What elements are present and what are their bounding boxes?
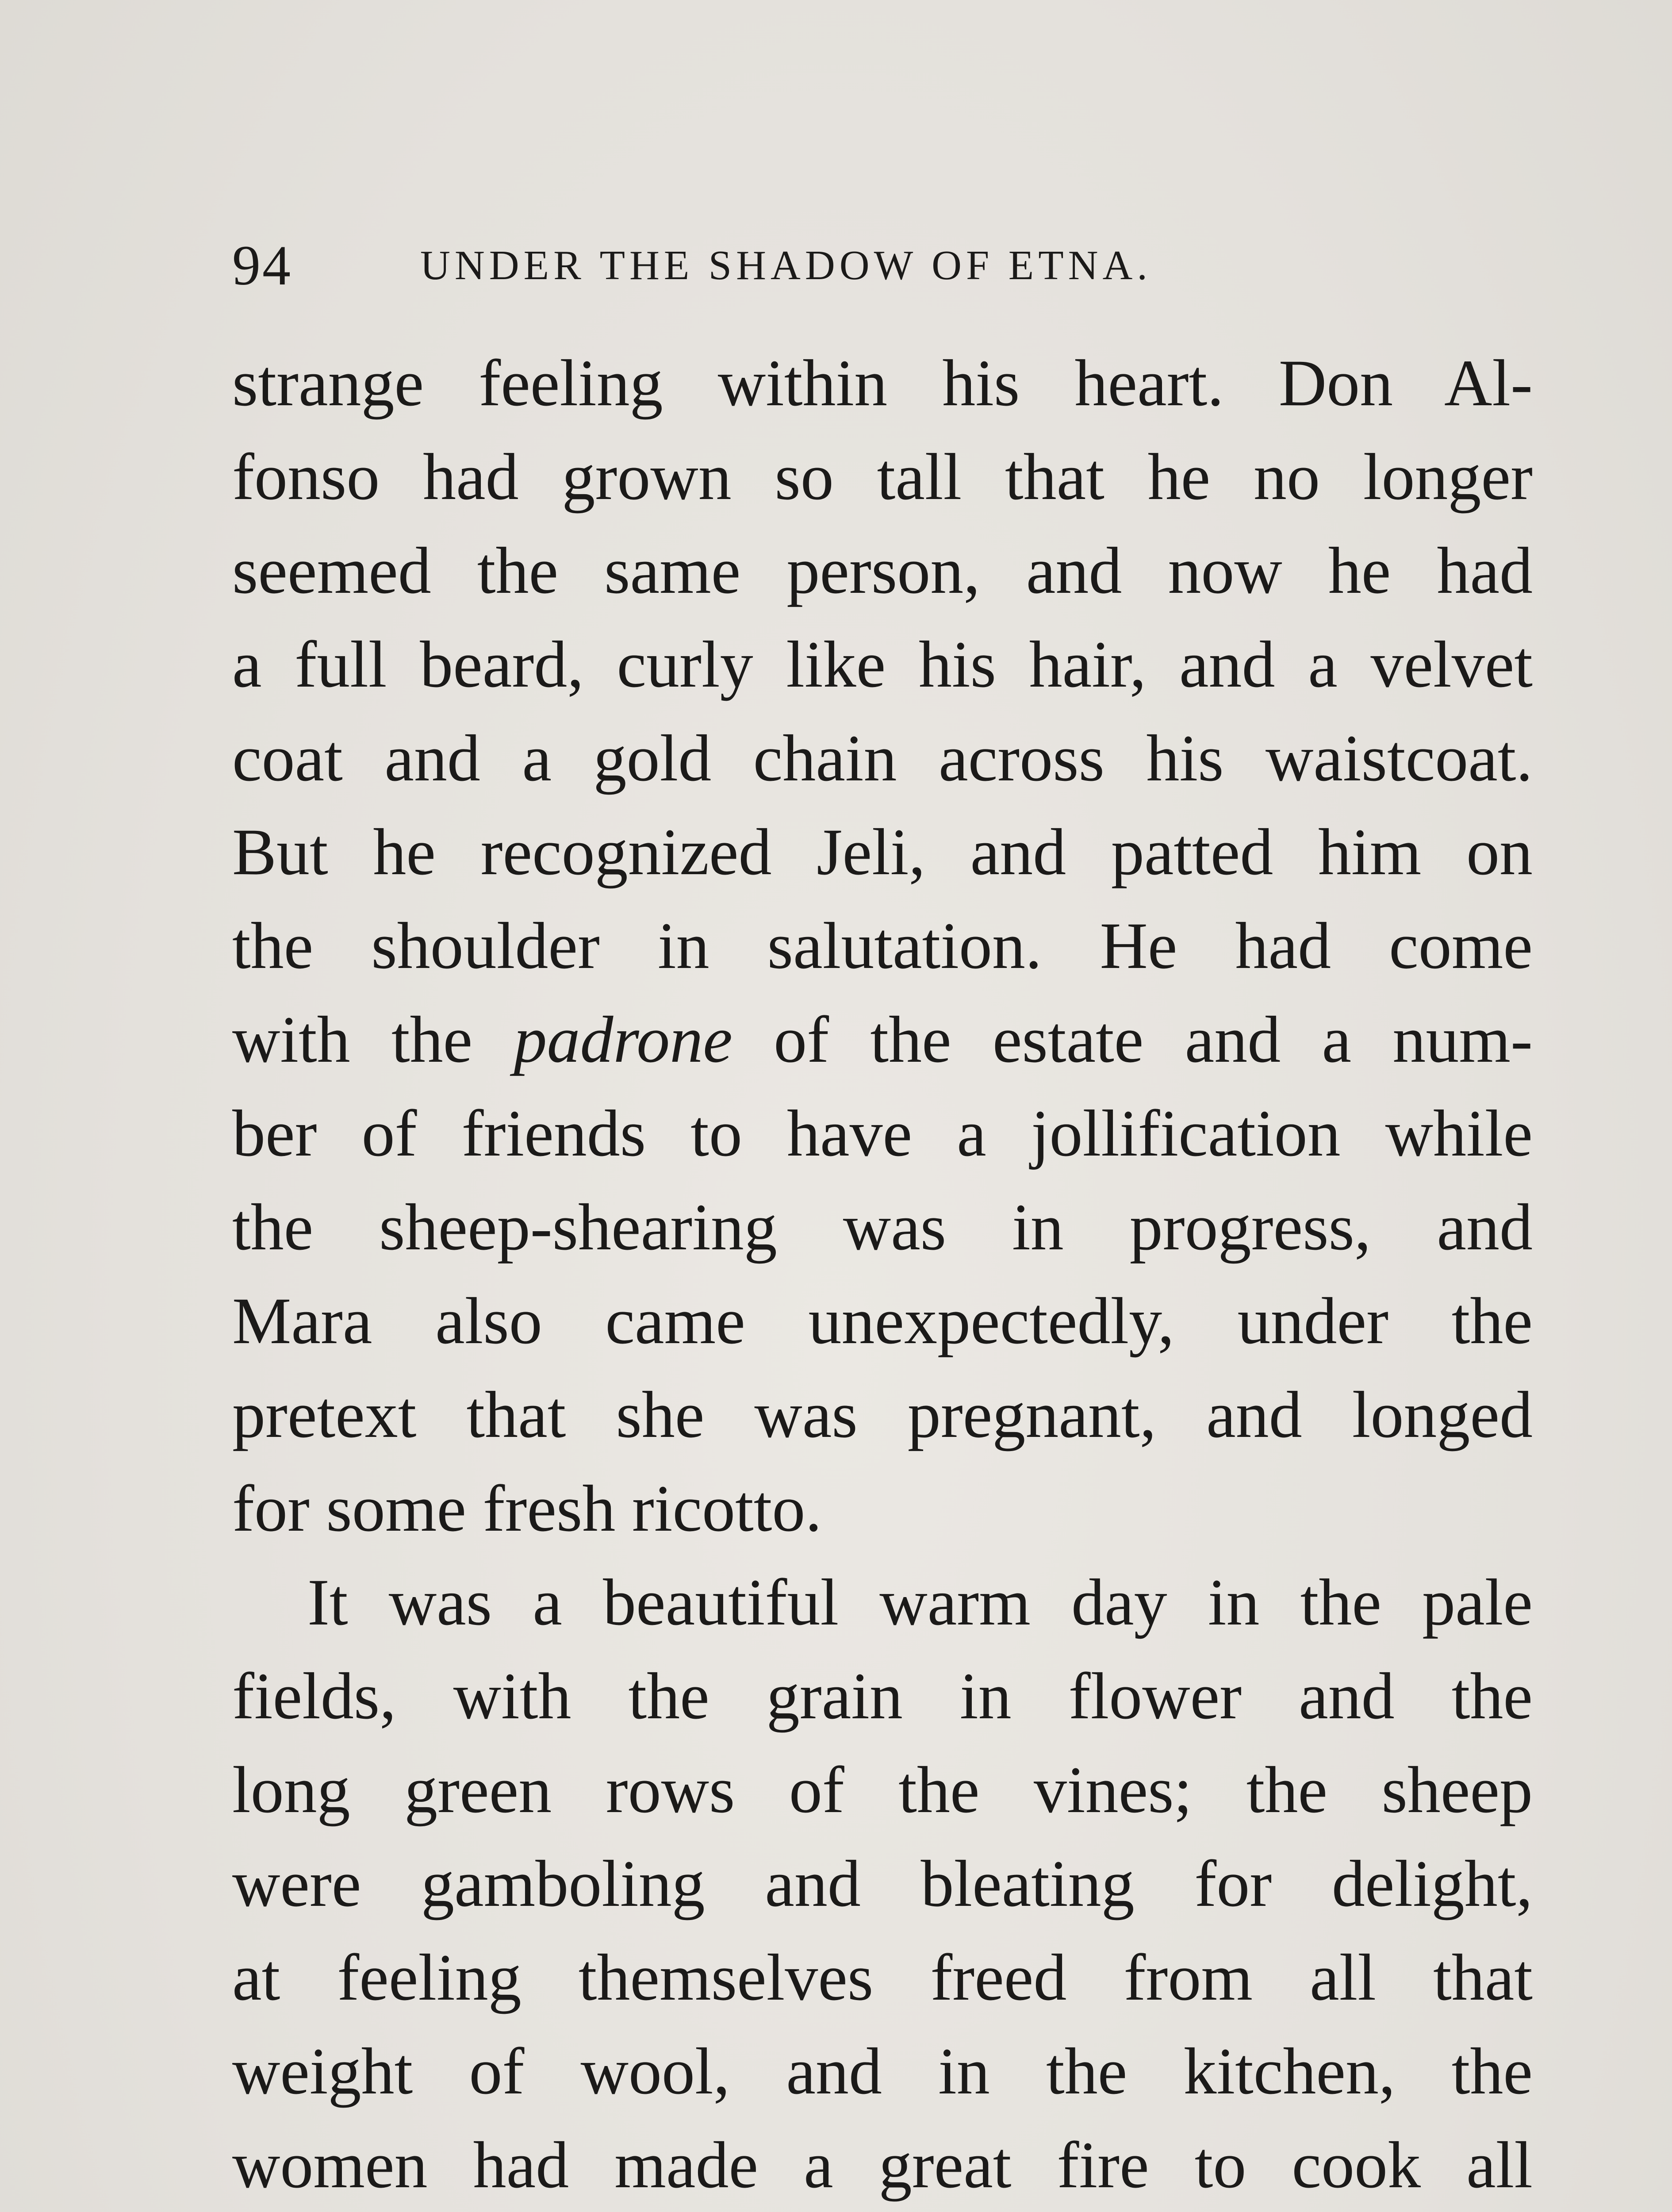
running-header xyxy=(232,230,1542,301)
text-line: fields, with the grain in flower and the xyxy=(232,1659,1533,1733)
text-line: fonso had grown so tall that he no longer xyxy=(232,440,1533,514)
text-line: at feeling themselves freed from all that xyxy=(232,1941,1533,2014)
text-line: for some fresh ricotto. xyxy=(232,1472,822,1545)
text-line: It was a beautiful warm day in the pale xyxy=(307,1566,1533,1639)
italic-word: padrone xyxy=(514,1003,732,1076)
text-line: the shoulder in salutation. He had come xyxy=(232,909,1533,983)
text-line: Mara also came unexpectedly, under the xyxy=(232,1284,1533,1358)
text-line: a full beard, curly like his hair, and a velvet xyxy=(232,628,1533,701)
text-line: ber of friends to have a jollification while xyxy=(232,1097,1533,1170)
text-line: were gamboling and bleating for delight, xyxy=(232,1847,1533,1920)
running-head-title: UNDER THE SHADOW OF ETNA. xyxy=(420,242,1152,288)
text-line: pretext that she was pregnant, and longed xyxy=(232,1378,1533,1452)
text-line: the sheep-shearing was in progress, and xyxy=(232,1190,1533,1264)
text-line: strange feeling within his heart. Don Al- xyxy=(232,346,1533,420)
text-line: coat and a gold chain across his waistcoat. xyxy=(232,722,1533,795)
text-line: seemed the same person, and now he had xyxy=(232,534,1533,607)
text-run: with the xyxy=(232,1003,514,1076)
text-line xyxy=(232,993,1533,1087)
page-number: 94 xyxy=(232,234,292,297)
text-line: weight of wool, and in the kitchen, the xyxy=(232,2035,1533,2108)
text-run: of the estate and a num- xyxy=(732,1003,1533,1076)
text-line: long green rows of the vines; the sheep xyxy=(232,1753,1533,1827)
body-text xyxy=(232,336,1533,2212)
text-line: women had made a great fire to cook all xyxy=(232,2128,1533,2202)
paragraph xyxy=(232,1555,1533,2212)
text-line: But he recognized Jeli, and patted him on xyxy=(232,815,1533,889)
paragraph xyxy=(232,336,1533,1555)
